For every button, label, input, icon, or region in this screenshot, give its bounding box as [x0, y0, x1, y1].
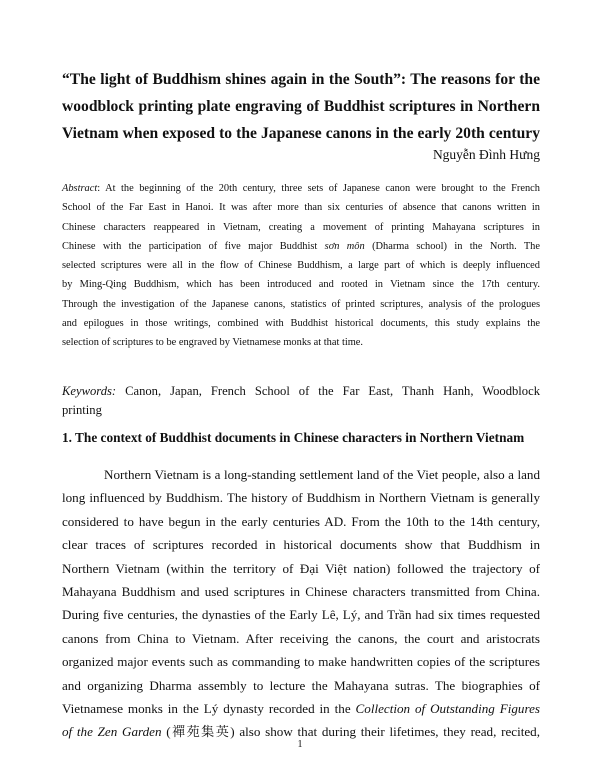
body-line: organized major events such as commanding to make handwritten copies of the scriptures — [62, 654, 540, 670]
body-text: (禪苑集英) also show that during their lifetimes, they read, recited, — [166, 724, 540, 740]
abstract-line: selection of scriptures to be engraved by Vietnamese monks at that time. — [62, 337, 364, 349]
title-line: Vietnam when exposed to the Japanese canons in the early 20th century — [62, 125, 540, 142]
body-line: Northern Vietnam is a long-standing settlement land of the Viet people, also a land — [104, 467, 540, 482]
abstract-line — [62, 179, 540, 198]
book-title: Collection of Outstanding Figures — [355, 701, 540, 717]
body-line: Mahayana Buddhism and used scriptures in Chinese characters transmitted from China. — [62, 584, 540, 600]
abstract-label: Abstract — [62, 183, 98, 194]
keywords-line — [62, 382, 540, 401]
body-line — [62, 697, 540, 720]
body-line: Northern Vietnam (within the territory of Đại Việt nation) followed the trajectory of — [62, 560, 540, 576]
abstract-text: Chinese with the participation of five major Buddhist — [62, 240, 318, 252]
abstract-line — [62, 237, 540, 256]
page-number: 1 — [297, 739, 303, 750]
abstract-line: by Ming-Qing Buddhism, which has been introduced and rooted in Vietnam since the 17th century. — [62, 279, 540, 291]
abstract-line: selected scriptures were all in the flow of Chinese Buddhism, a large part of which is deeply influenced — [62, 260, 540, 272]
abstract-line: Through the investigation of the Japanese canons, statistics of printed scriptures, analysis of the prologues — [62, 298, 540, 310]
keywords-label: Keywords: — [62, 384, 117, 398]
body-line: long influenced by Buddhism. The history of Buddhism in Northern Vietnam is generally — [62, 490, 540, 506]
title-line: “The light of Buddhism shines again in the South”: The reasons for the — [62, 71, 540, 88]
abstract-line: School of the Far East in Hanoi. It was after more than six centuries of absence that canons written in — [62, 202, 540, 214]
keywords — [62, 382, 540, 420]
abstract-line: and epilogues in those writings, combined with Buddhist historical documents, this study explains the — [62, 318, 540, 330]
book-title: of the Zen Garden — [62, 724, 162, 740]
abstract-line: Chinese characters reappeared in Vietnam, creating a movement of printing Mahayana scriptures in — [62, 221, 540, 233]
paper-title — [62, 66, 540, 147]
abstract — [62, 179, 540, 353]
title-line: woodblock printing plate engraving of Buddhist scriptures in Northern — [62, 98, 540, 115]
abstract-text: : At the beginning of the 20th century, three sets of Japanese canon were brought to the French — [97, 183, 540, 194]
body-line: During five centuries, the dynasties of the Early Lê, Lý, and Trần had six times requested — [62, 607, 540, 623]
body-line: considered to have begun in the early centuries AD. From the 10th to the 14th century, — [62, 513, 540, 529]
author-name: Nguyễn Đình Hưng — [432, 147, 540, 162]
body-line: clear traces of scriptures recorded in historical documents show that Buddhism in — [62, 537, 540, 553]
keywords-line: printing — [62, 403, 102, 417]
section-heading: 1. The context of Buddhist documents in Chinese characters in Northern Vietnam — [62, 430, 525, 445]
abstract-term: sơn môn — [324, 240, 365, 252]
keywords-text: Canon, Japan, French School of the Far East, Thanh Hanh, Woodblock — [125, 384, 540, 398]
body-paragraph — [62, 463, 540, 744]
body-text: Vietnamese monks in the Lý dynasty recorded in the — [62, 701, 351, 717]
body-line: canons from China to Vietnam. After receiving the canons, the court and aristocrats — [62, 630, 540, 646]
abstract-text: (Dharma school) in the North. The — [372, 240, 540, 252]
body-line: and organizing Dharma assembly to lecture the Mahayana sutras. The biographies of — [62, 677, 540, 693]
